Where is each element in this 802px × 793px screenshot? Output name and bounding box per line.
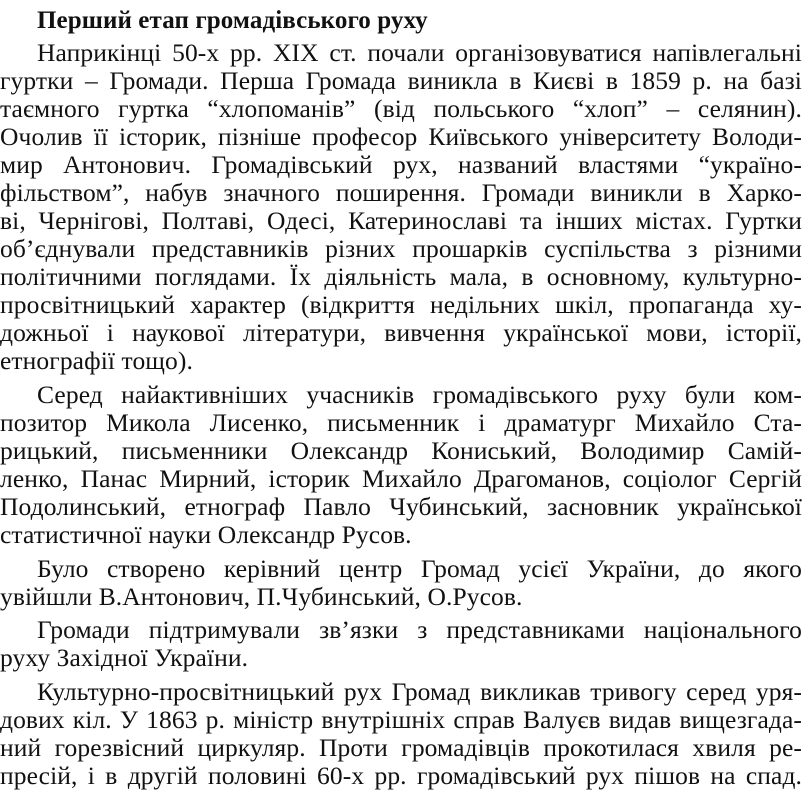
paragraph-5-line-2: дових кіл. У 1863 р. міністр внутрішніх справ Валуєв видав вищезгада- [0, 704, 802, 734]
paragraph-1-line-9: політичними поглядами. Їх діяльність мала, в основному, культурно- [0, 262, 802, 292]
paragraph-1-line-7: ві, Чернігові, Полтаві, Одесі, Катеринославі та інших містах. Гуртки [0, 206, 802, 236]
paragraph-1-line-12: етнографії тощо). [0, 346, 193, 376]
paragraph-5-line-3: ний горезвісний циркуляр. Проти громадівців прокотилася хвиля ре- [0, 732, 802, 762]
paragraph-2-line-6: статистичної науки Олександр Русов. [0, 520, 412, 550]
paragraph-2-line-5: Подолинський, етнограф Павло Чубинський, засновник української [0, 492, 802, 522]
paragraph-1-line-10: просвітницький характер (відкриття недільних шкіл, пропаганда ху- [0, 290, 802, 320]
section-heading: Перший етап громадівського руху [37, 7, 428, 34]
paragraph-1-line-3: таємного гуртка “хлопоманів” (від польського “хлоп” – селянин). [0, 93, 802, 123]
paragraph-1-line-2: гуртки – Громади. Перша Громада виникла в Києві в 1859 р. на базі [0, 65, 802, 95]
paragraph-3-line-1: Було створено керівний центр Громад усієї України, до якого [37, 553, 802, 583]
paragraph-4-line-2: руху Західної України. [0, 643, 249, 673]
paragraph-2-line-1: Серед найактивніших учасників громадівського руху були ком- [37, 379, 802, 409]
paragraph-1-line-5: мир Антонович. Громадівський рух, названий властями “україно- [0, 149, 802, 179]
paragraph-2-line-2: позитор Микола Лисенко, письменник і драматург Михайло Ста- [0, 407, 802, 437]
paragraph-1-line-11: дожньої і наукової літератури, вивчення української мови, історії, [0, 318, 802, 348]
paragraph-2-line-4: ленко, Панас Мирний, історик Михайло Драгоманов, соціолог Сергій [0, 464, 802, 494]
paragraph-5-line-1: Культурно-просвітницький рух Громад викликав тривогу серед уря- [37, 676, 802, 706]
paragraph-1-line-4: Очолив її історик, пізніше професор Київського університету Володи- [0, 121, 802, 151]
paragraph-1-line-8: об’єднували представників різних прошарків суспільства з різними [0, 234, 802, 264]
paragraph-5-line-4: пресій, і в другій половині 60-х рр. громадівський рух пішов на спад. [0, 761, 802, 790]
paragraph-1-line-1: Наприкінці 50-х рр. XIX ст. почали організовуватися напівлегальні [37, 37, 802, 67]
paragraph-3-line-2: увійшли В.Антонович, П.Чубинський, О.Русов. [0, 581, 523, 611]
paragraph-2-line-3: рицький, письменники Олександр Кониський, Володимир Самій- [0, 436, 802, 465]
paragraph-4-line-1: Громади підтримували зв’язки з представниками національного [37, 615, 802, 645]
paragraph-1-line-6: фільством”, набув значного поширення. Громади виникли в Харко- [0, 178, 802, 207]
